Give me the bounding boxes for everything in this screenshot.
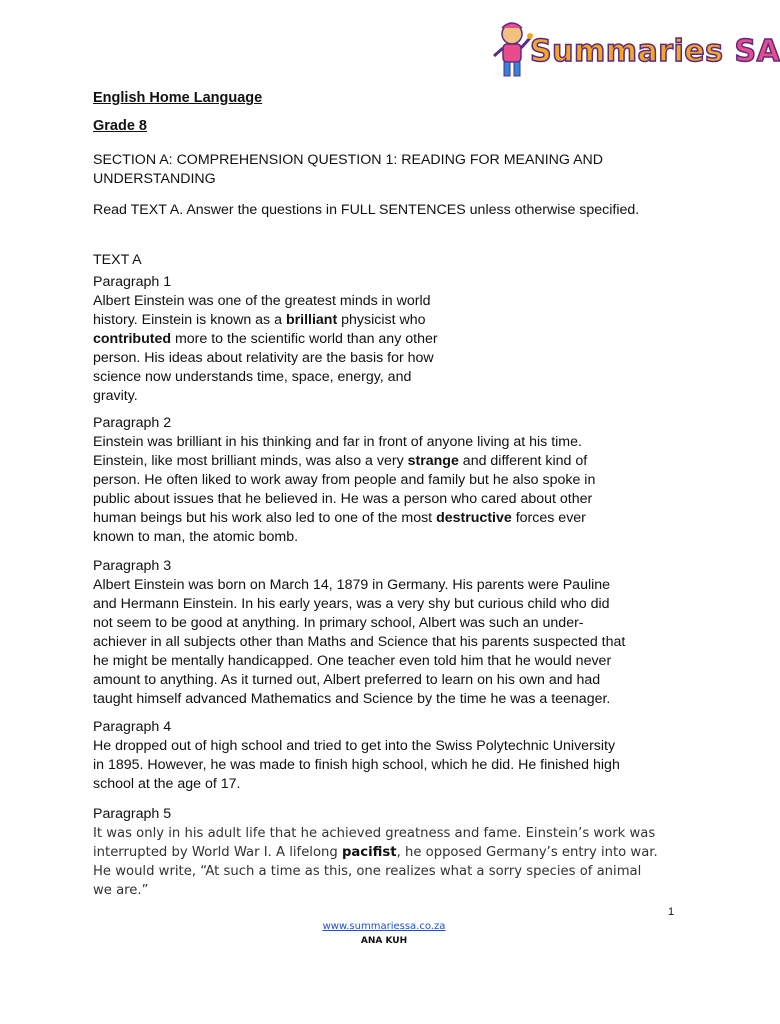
p3-line: taught himself advanced Mathematics and Science by the time he was a teenager. [93, 691, 611, 707]
p2-line: person. He often liked to work away from people and family but he also spoke in [93, 472, 596, 488]
p3-line: and Hermann Einstein. In his early years, was a very shy but curious child who did [93, 596, 610, 612]
bold-word-destructive: destructive [436, 510, 512, 526]
bold-word-brilliant: brilliant [285, 312, 338, 328]
p4-line: He dropped out of high school and tried to get into the Swiss Polytechnic University [93, 738, 616, 754]
bold-word-strange: strange [407, 453, 459, 469]
paragraph-3-heading: Paragraph 3 [93, 558, 172, 574]
paragraph-4-body [93, 737, 683, 794]
bold-word-contributed: contributed [93, 331, 172, 347]
p1-line: gravity. [93, 388, 138, 404]
page-number: 1 [668, 906, 675, 918]
p4-line: school at the age of 17. [93, 776, 241, 792]
p1-line: Albert Einstein was one of the greatest minds in world [93, 293, 431, 309]
p3-line: he might be mentally handicapped. One teacher even told him that he would never [93, 653, 612, 669]
text-label: TEXT A [93, 252, 142, 268]
p2-line: human beings but his work also led to one of the most destructive forces ever [93, 510, 586, 526]
p1-line: person. His ideas about relativity are the basis for how [93, 350, 434, 366]
p2-line: public about issues that he believed in. He was a person who cared about other [93, 491, 593, 507]
logo-word-summaries: Summaries [530, 34, 724, 69]
p3-line: not seem to be good at anything. In primary school, Albert was such an under- [93, 615, 584, 631]
paragraph-3-body [93, 576, 683, 709]
author-name: ANA KUH [360, 936, 408, 946]
section-title: SECTION A: COMPREHENSION QUESTION 1: READING FOR MEANING AND UNDERSTANDING [93, 152, 604, 187]
p2-line: known to man, the atomic bomb. [93, 529, 299, 545]
paragraph-5-heading: Paragraph 5 [93, 806, 172, 822]
p2-line: Einstein, like most brilliant minds, was also a very strange and different kind of [93, 453, 588, 469]
logo-word-sa: SA [734, 34, 780, 69]
p3-line: Albert Einstein was born on March 14, 1879 in Germany. His parents were Pauline [93, 577, 611, 593]
paragraph-1-heading: Paragraph 1 [93, 274, 172, 290]
p3-line: amount to anything. As it turned out, Albert preferred to learn on his own and had [93, 672, 601, 688]
p5-line: interrupted by World War I. A lifelong pacifist, he opposed Germany’s entry into war. [93, 845, 658, 860]
p4-line: in 1895. However, he was made to finish high school, which he did. He finished high [93, 757, 620, 773]
website-link[interactable]: www.summariessa.co.za [322, 921, 446, 932]
cartoon-figure-icon [490, 18, 534, 82]
subject-heading: English Home Language [93, 90, 263, 106]
p1-line: history. Einstein is known as a brilliant physicist who [93, 312, 426, 328]
summaries-sa-logo [490, 18, 780, 82]
p1-line: science now understands time, space, energy, and [93, 369, 412, 385]
instruction-text: Read TEXT A. Answer the questions in FULL SENTENCES unless otherwise specified. [93, 202, 640, 218]
p3-line: achiever in all subjects other than Maths and Science that his parents suspected that [93, 634, 626, 650]
p1-line: contributed more to the scientific world than any other [93, 331, 438, 347]
p5-line: we are.” [93, 883, 149, 898]
paragraph-5-body [93, 824, 683, 900]
p5-line: He would write, “At such a time as this, one realizes what a sorry species of animal [93, 864, 642, 879]
paragraph-1-body [93, 292, 483, 406]
paragraph-4-heading: Paragraph 4 [93, 719, 172, 735]
bold-word-pacifist: pacifist [341, 845, 397, 860]
paragraph-2-heading: Paragraph 2 [93, 415, 172, 431]
p5-line: It was only in his adult life that he achieved greatness and fame. Einstein’s work was [93, 826, 656, 841]
grade-heading: Grade 8 [93, 118, 147, 134]
paragraph-2-body [93, 433, 683, 547]
p2-line: Einstein was brilliant in his thinking and far in front of anyone living at his time. [93, 434, 582, 450]
logo-wordmark [530, 34, 780, 69]
